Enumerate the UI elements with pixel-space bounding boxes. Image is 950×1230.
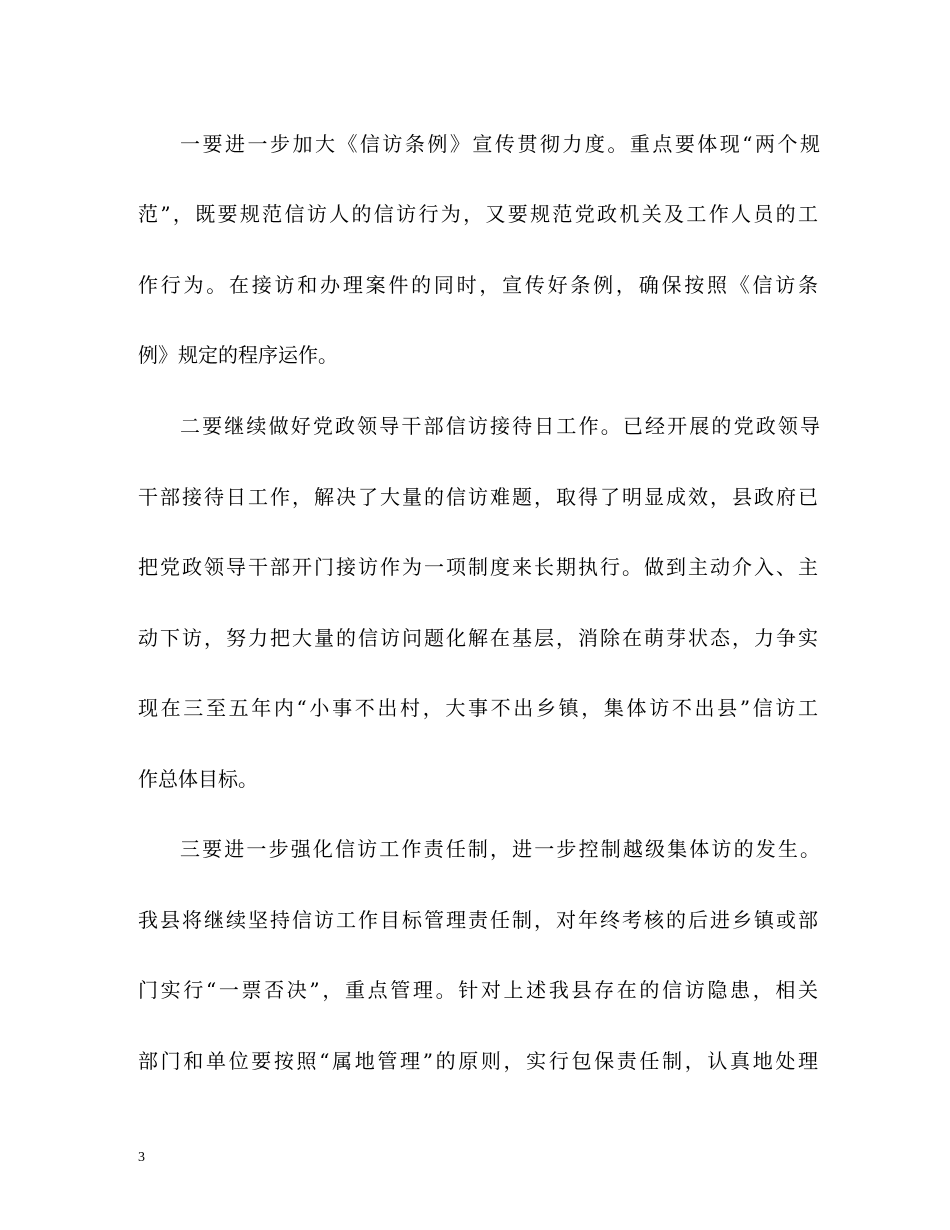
text-line: 门实行“一票否决”，重点管理。针对上述我县存在的信访隐患，相关 xyxy=(138,978,818,1002)
text-line: 范”，既要规范信访人的信访行为，又要规范党政机关及工作人员的工 xyxy=(138,202,818,226)
text-line: 三要进一步强化信访工作责任制，进一步控制越级集体访的发生。 xyxy=(180,837,820,861)
text-line: 一要进一步加大《信访条例》宣传贯彻力度。重点要体现“两个规 xyxy=(180,132,820,156)
text-line: 作行为。在接访和办理案件的同时，宣传好条例，确保按照《信访条 xyxy=(138,273,818,297)
text-line: 部门和单位要按照“属地管理”的原则，实行包保责任制，认真地处理 xyxy=(138,1049,818,1073)
text-line: 现在三至五年内“小事不出村，大事不出乡镇，集体访不出县”信访工 xyxy=(138,696,818,720)
text-line: 例》规定的程序运作。 xyxy=(138,343,338,367)
text-line: 干部接待日工作，解决了大量的信访难题，取得了明显成效，县政府已 xyxy=(138,485,818,509)
text-line: 把党政领导干部开门接访作为一项制度来长期执行。做到主动介入、主 xyxy=(138,555,818,579)
text-line: 作总体目标。 xyxy=(138,767,258,791)
text-line: 动下访，努力把大量的信访问题化解在基层，消除在萌芽状态，力争实 xyxy=(138,626,818,650)
text-line: 二要继续做好党政领导干部信访接待日工作。已经开展的党政领导 xyxy=(180,414,820,438)
page-number: 3 xyxy=(138,1150,145,1165)
text-line: 我县将继续坚持信访工作目标管理责任制，对年终考核的后进乡镇或部 xyxy=(138,908,818,932)
